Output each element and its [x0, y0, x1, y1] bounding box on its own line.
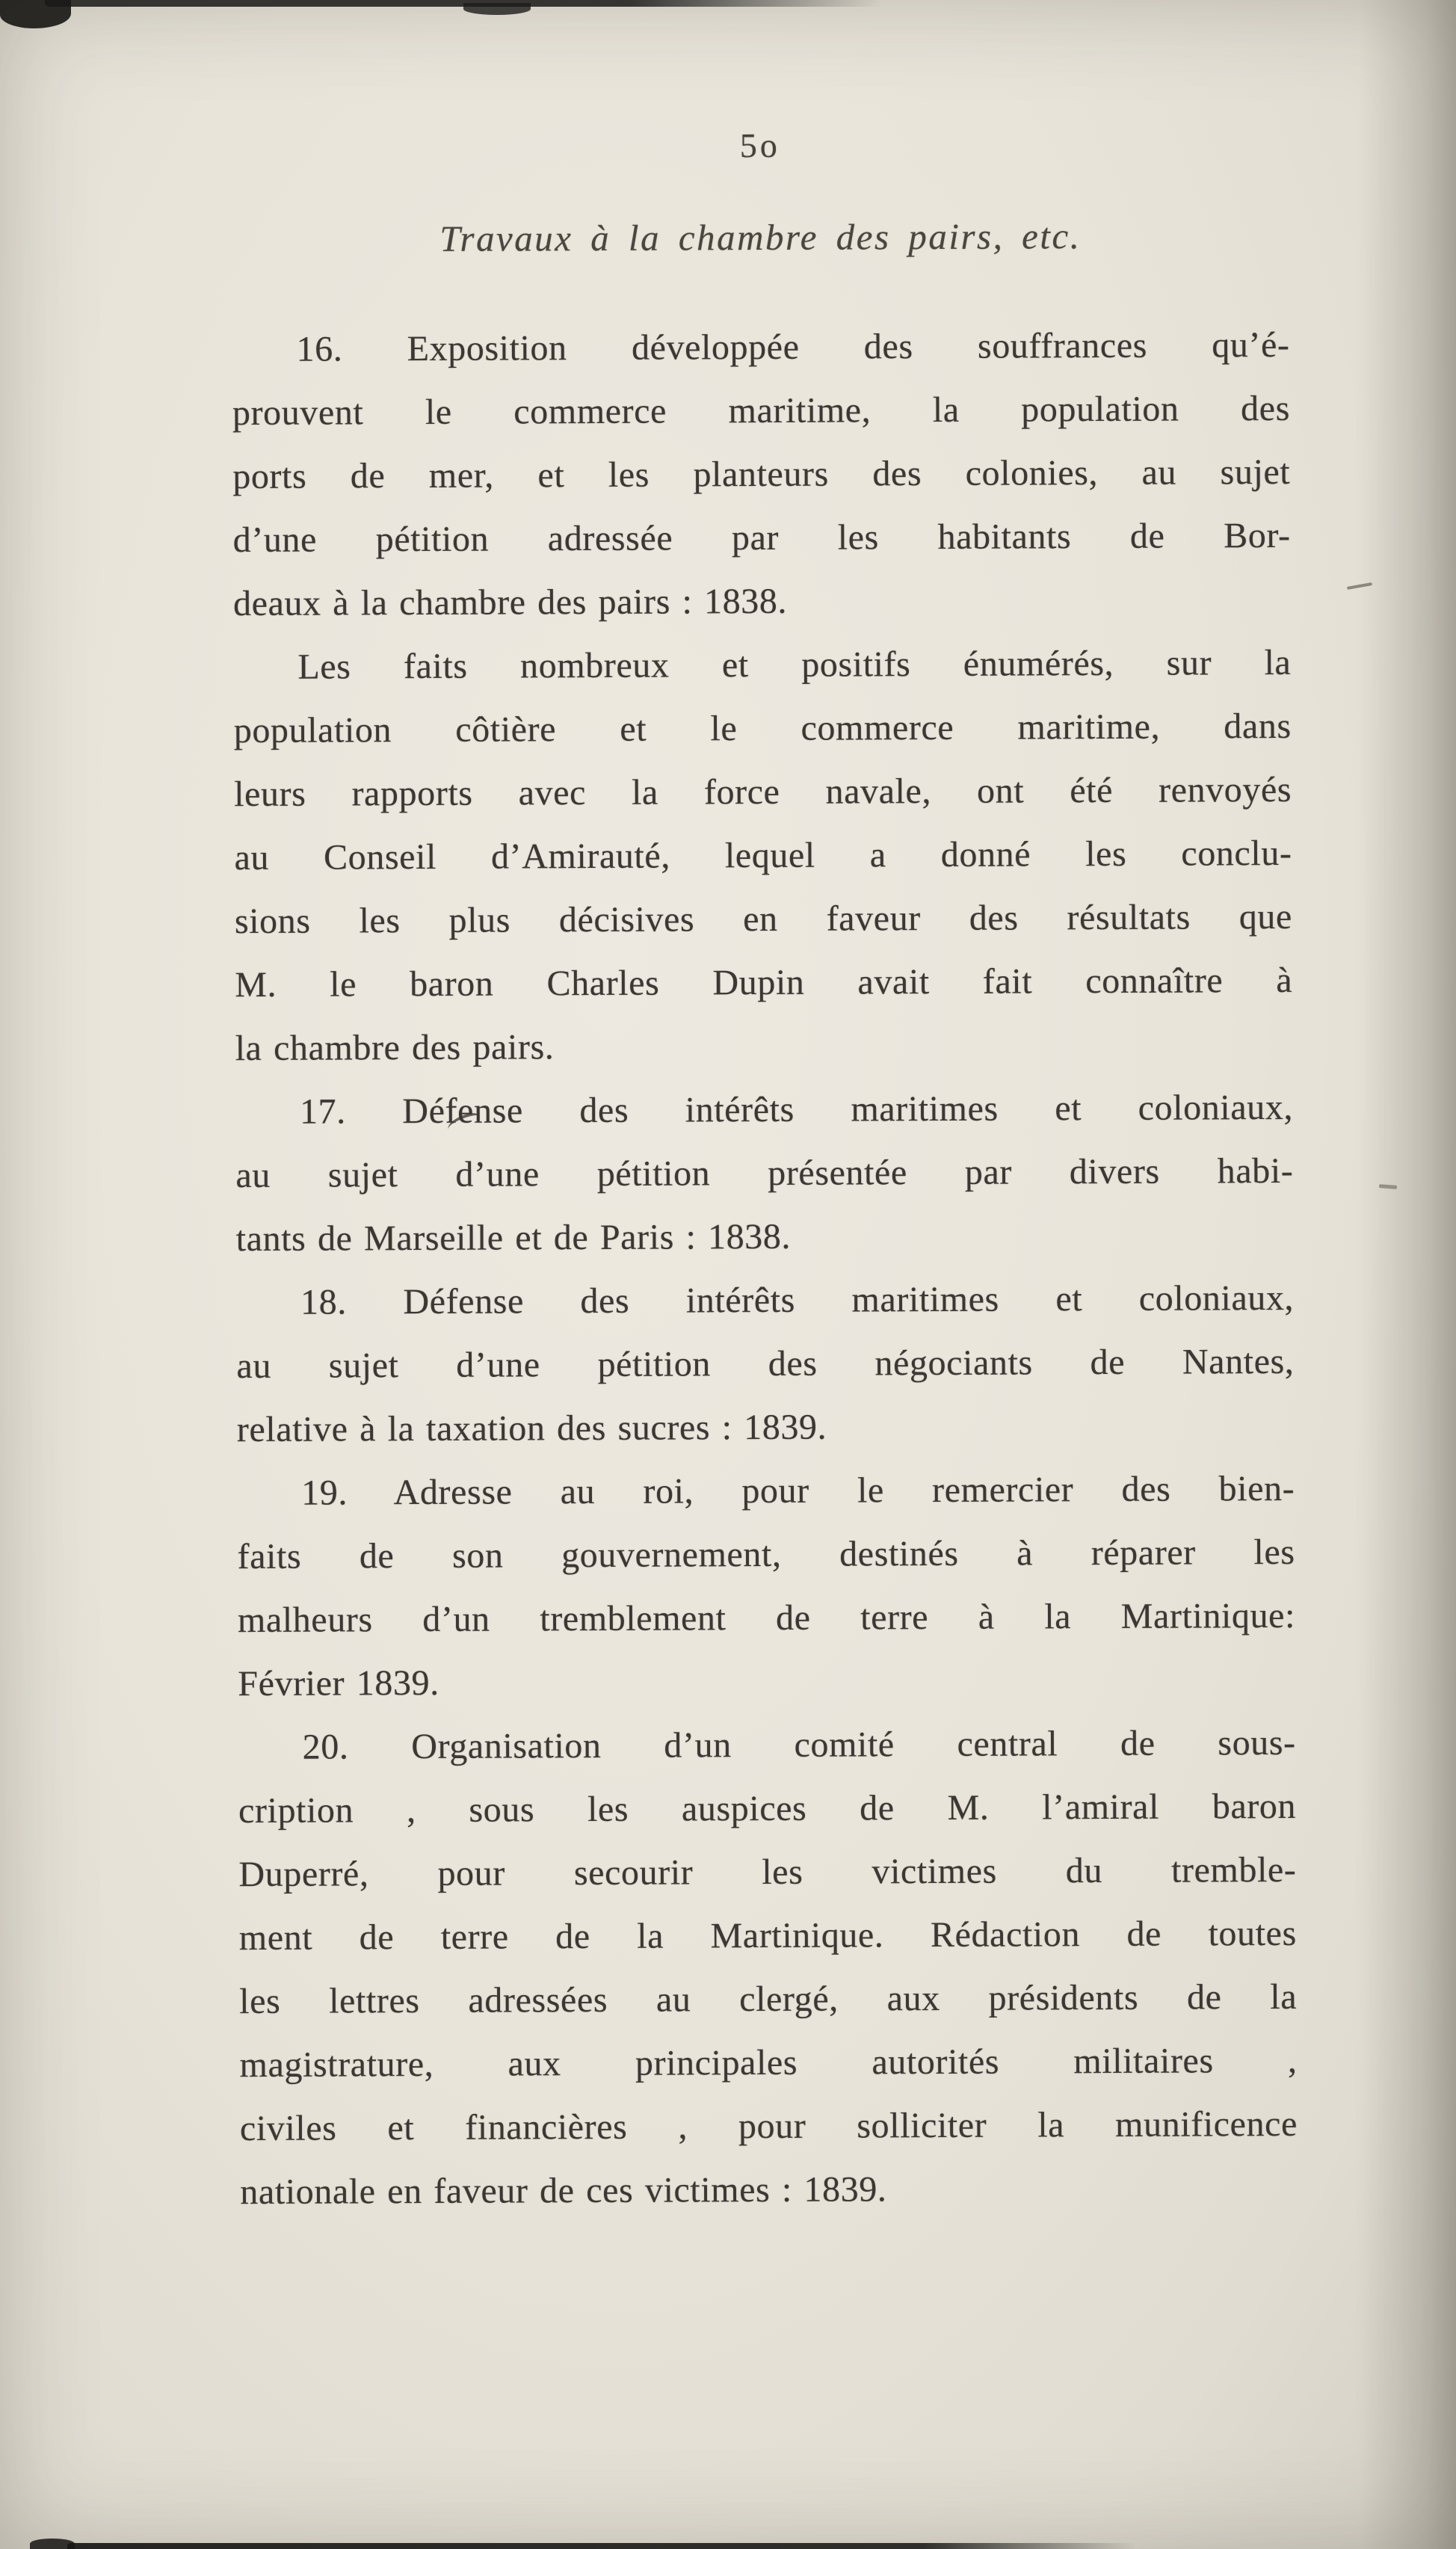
text-line: ports de mer, et les planteurs des colonies, au sujet: [232, 451, 1291, 497]
text-line: la chambre des pairs.: [235, 1027, 555, 1069]
paragraph: [236, 1266, 1295, 1461]
text-line: deaux à la chambre des pairs : 1838.: [232, 581, 788, 624]
text-line: ment de terre de la Martinique. Rédaction de toutes: [238, 1913, 1297, 1958]
text-line: tants de Marseille et de Paris : 1838.: [235, 1216, 792, 1260]
paragraphs: [232, 313, 1298, 2224]
text-line: 18. Défense des intérêts maritimes et coloniaux,: [300, 1277, 1295, 1322]
ink-mark: [1379, 1184, 1397, 1189]
text-line: 16. Exposition développée des souffrances qu’é-: [296, 324, 1290, 369]
text-line: d’une pétition adressée par les habitants de Bor-: [232, 515, 1291, 561]
page-number: 5o: [739, 126, 780, 165]
text-line: au sujet d’une pétition des négociants de Nantes,: [236, 1341, 1295, 1387]
text-line: au Conseil d’Amirauté, lequel a donné les conclu-: [234, 833, 1292, 878]
text-line: au sujet d’une pétition présentée par divers habi-: [235, 1150, 1294, 1196]
text-line: Duperré, pour secourir les victimes du tremble-: [238, 1849, 1297, 1895]
text-block: [231, 0, 1298, 2224]
text-line: relative à la taxation des sucres : 1839.: [236, 1407, 827, 1450]
text-line: civiles et financières , pour solliciter la munificence: [239, 2103, 1298, 2149]
text-line: 20. Organisation d’un comité central de sous-: [302, 1722, 1296, 1767]
text-line: les lettres adressées au clergé, aux présidents de la: [239, 1976, 1298, 2022]
text-line: malheurs d’un tremblement de terre à la Martinique:: [237, 1595, 1296, 1641]
running-head: Travaux à la chambre des pairs, etc.: [439, 215, 1082, 259]
ink-mark: [1347, 582, 1372, 590]
text-line: Février 1839.: [238, 1662, 439, 1704]
text-line: prouvent le commerce maritime, la population des: [232, 388, 1291, 434]
text-line: Les faits nombreux et positifs énumérés, sur la: [297, 642, 1292, 687]
scan-edge-bottom-corner: [30, 2539, 75, 2549]
paragraph: [238, 1711, 1298, 2224]
text-line: M. le baron Charles Dupin avait fait connaître à: [235, 960, 1293, 1005]
text-line: 19. Adresse au roi, pour le remercier des bien-: [301, 1468, 1295, 1513]
paragraph: [237, 1457, 1295, 1716]
text-line: magistrature, aux principales autorités militaires ,: [239, 2040, 1298, 2086]
text-line: leurs rapports avec la force navale, ont été renvoyés: [234, 769, 1292, 815]
text-line: 17. Défense des intérêts maritimes et coloniaux,: [299, 1087, 1294, 1132]
text-line: nationale en faveur de ces victimes : 1839.: [240, 2169, 887, 2213]
text-line: sions les plus décisives en faveur des résultats que: [234, 896, 1292, 942]
text-line: cription , sous les auspices de M. l’amiral baron: [238, 1786, 1297, 1831]
text-line: population côtière et le commerce maritime, dans: [233, 706, 1292, 751]
scan-edge-bottom: [67, 2543, 1136, 2549]
paragraph: [235, 1076, 1294, 1271]
paragraph: [232, 313, 1291, 635]
text-line: faits de son gouvernement, destinés à réparer les: [237, 1532, 1295, 1577]
paragraph: [233, 631, 1293, 1080]
